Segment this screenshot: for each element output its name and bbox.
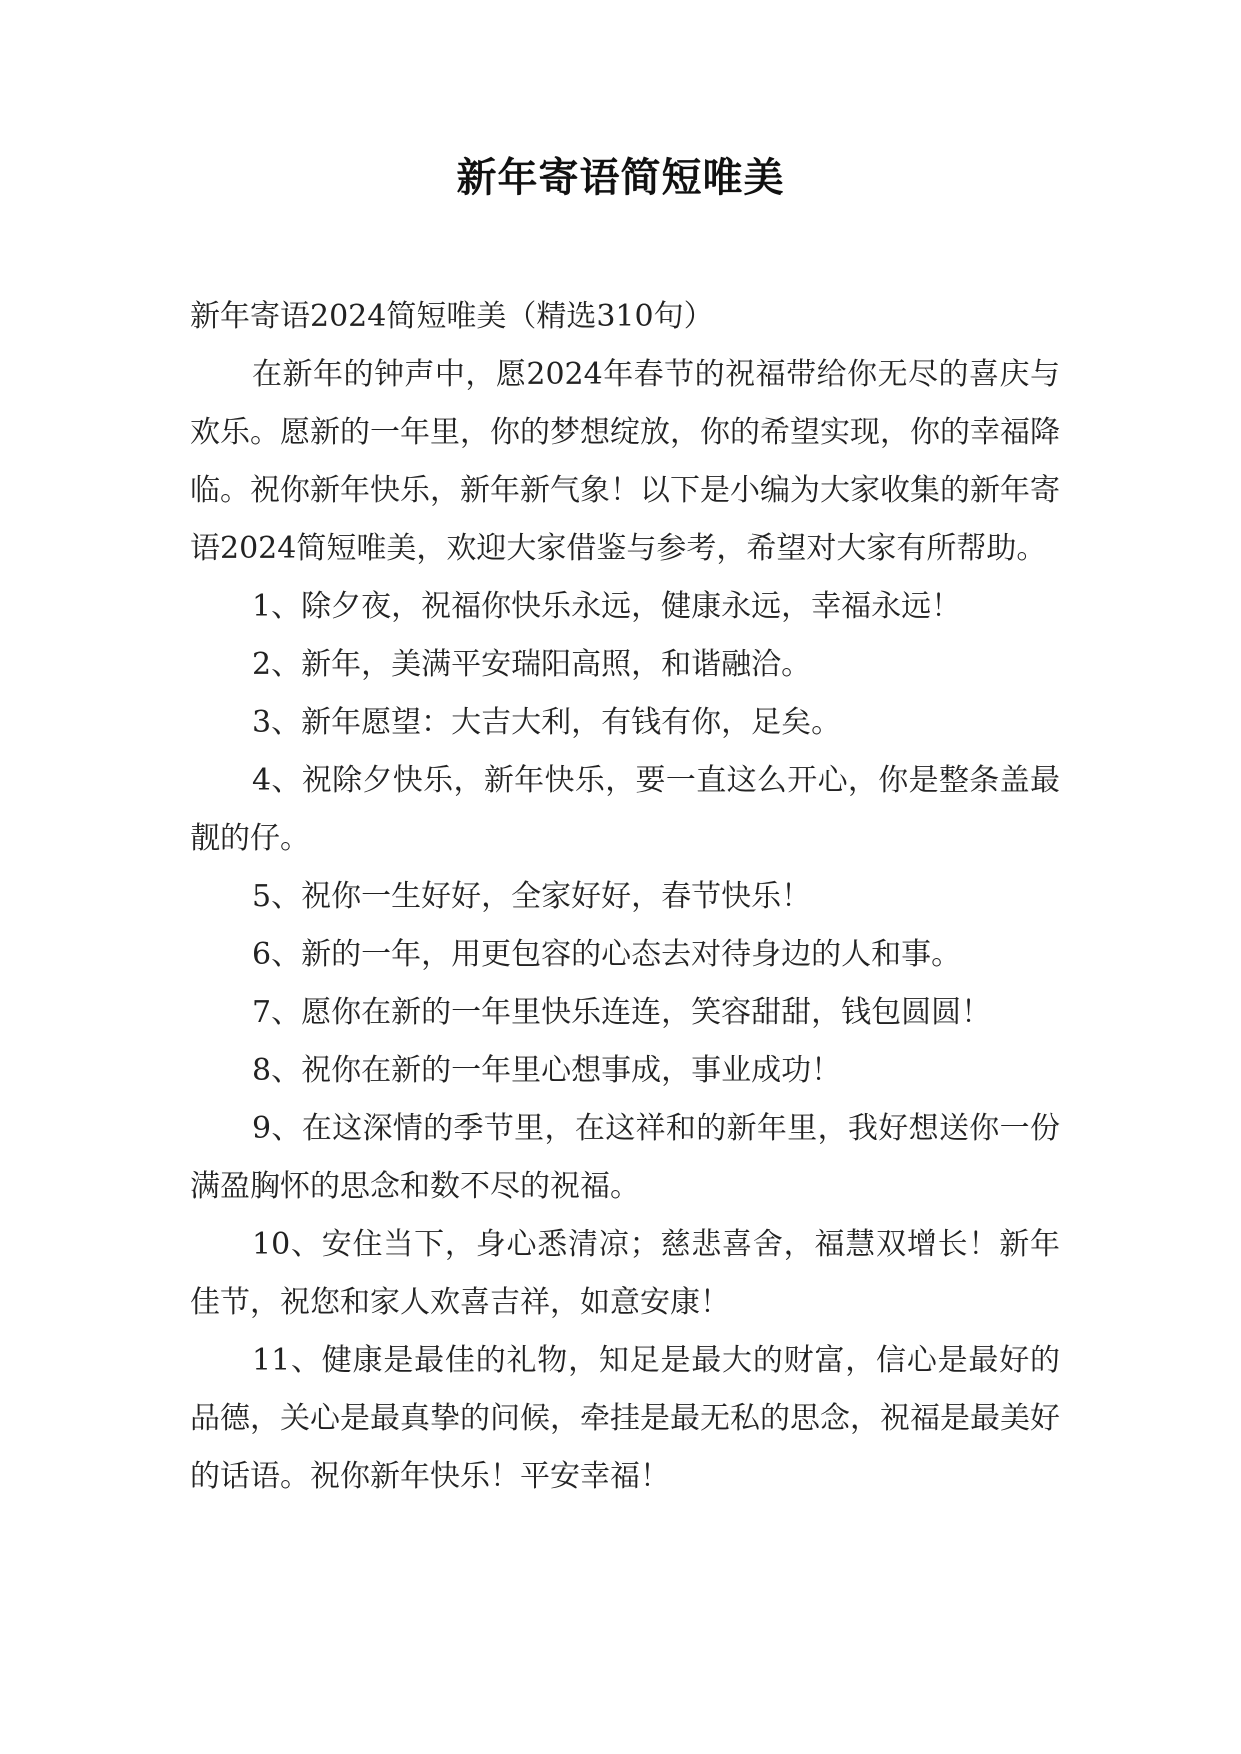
- list-item: 5、祝你一生好好，全家好好，春节快乐！: [252, 879, 812, 914]
- list-item: 6、新的一年，用更包容的心态去对待身边的人和事。: [252, 937, 962, 972]
- list-item: 9、在这深情的季节里，在这祥和的新年里，我好想送你一份满盈胸怀的思念和数不尽的祝福。: [190, 1111, 1060, 1204]
- list-item: 3、新年愿望：大吉大利，有钱有你，足矣。: [252, 705, 842, 740]
- list-item: 2、新年，美满平安瑞阳高照，和谐融洽。: [252, 647, 812, 682]
- intro-paragraph: 在新年的钟声中，愿2024年春节的祝福带给你无尽的喜庆与欢乐。愿新的一年里，你的梦想绽放，你的希望实现，你的幸福降临。祝你新年快乐，新年新气象！以下是小编为大家收集的新年寄语2024简短唯美，欢迎大家借鉴与参考，希望对大家有所帮助。: [190, 357, 1060, 566]
- list-item: 11、健康是最佳的礼物，知足是最大的财富，信心是最好的品德，关心是最真挚的问候，牵挂是最无私的思念，祝福是最美好的话语。祝你新年快乐！平安幸福！: [190, 1343, 1060, 1494]
- document-body: [190, 288, 1060, 1506]
- list-item: 7、愿你在新的一年里快乐连连，笑容甜甜，钱包圆圆！: [252, 995, 992, 1030]
- list-item: 10、安住当下，身心悉清凉；慈悲喜舍，福慧双增长！新年佳节，祝您和家人欢喜吉祥，如意安康！: [190, 1227, 1060, 1320]
- list-item: 8、祝你在新的一年里心想事成，事业成功！: [252, 1053, 842, 1088]
- document-title: 新年寄语简短唯美: [456, 155, 785, 201]
- list-item: 4、祝除夕快乐，新年快乐，要一直这么开心，你是整条盖最靓的仔。: [190, 763, 1060, 856]
- document-subtitle: 新年寄语2024简短唯美（精选310句）: [190, 299, 714, 334]
- list-item: 1、除夕夜，祝福你快乐永远，健康永远，幸福永远！: [252, 589, 962, 624]
